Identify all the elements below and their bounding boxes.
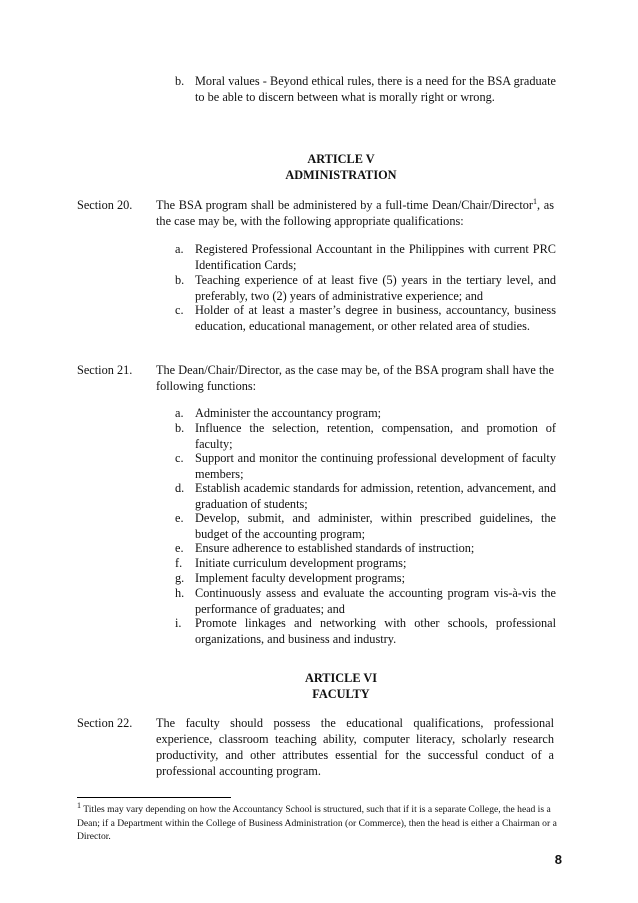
list-marker: b. [175, 273, 185, 287]
list-item-text: Initiate curriculum development programs; [195, 556, 407, 570]
list-marker: c. [175, 303, 184, 317]
list-item-text: Administer the accountancy program; [195, 406, 382, 420]
list-item-text: Teaching experience of at least five (5) years in the tertiary level, and preferably, two (2) years of administrative experience; and [195, 273, 556, 304]
article-subtitle: ADMINISTRATION [285, 168, 397, 182]
list-marker: a. [175, 242, 184, 256]
section-text [156, 197, 554, 229]
article-subtitle: FACULTY [312, 687, 370, 701]
footnote [77, 800, 557, 844]
section-label: Section 22. [77, 716, 133, 730]
list-item-text: Establish academic standards for admission, retention, advancement, and graduation of students; [195, 481, 556, 512]
list-item-text: Ensure adherence to established standards of instruction; [195, 541, 475, 555]
list-item-text: Holder of at least a master’s degree in business, accountancy, business education, educational management, or other related area of studies. [195, 303, 556, 334]
footnote-text: Titles may vary depending on how the Accountancy School is structured, such that if it is a separate College, the head is a Dean; if a Department within the College of Business Administration (or Commerce), then the head is either a Chairman or a Director. [77, 804, 557, 842]
footnote-marker: 1 [77, 800, 81, 810]
list-marker: g. [175, 571, 185, 585]
list-marker: f. [175, 556, 183, 570]
page-number: 8 [554, 852, 562, 867]
list-marker: e. [175, 541, 184, 555]
list-item-text: Implement faculty development programs; [195, 571, 406, 585]
list-marker: d. [175, 481, 185, 495]
section-text-part: The BSA program shall be administered by a full-time Dean/Chair/Director [156, 198, 534, 212]
article-title: ARTICLE V [307, 152, 375, 166]
section-label: Section 21. [77, 363, 133, 377]
list-item-text: Continuously assess and evaluate the accounting program vis-à-vis the performance of graduates; and [195, 586, 556, 617]
article-title: ARTICLE VI [304, 671, 378, 685]
list-item-text: Promote linkages and networking with other schools, professional organizations, and business and industry. [195, 616, 556, 647]
section-label: Section 20. [77, 198, 133, 212]
section-text: The faculty should possess the educational qualifications, professional experience, classroom teaching ability, computer literacy, scholarly research productivity, and other attributes essential for the successful conduct of a professional accounting program. [156, 716, 554, 779]
list-marker: b. [175, 74, 185, 88]
footnote-divider [77, 797, 231, 798]
list-item-text: Support and monitor the continuing professional development of faculty members; [195, 451, 556, 482]
list-marker: i. [175, 616, 182, 630]
section-text-part: , as the case may be, with the following appropriate qualifications: [156, 198, 554, 229]
list-marker: h. [175, 586, 185, 600]
list-item-text: Moral values - Beyond ethical rules, there is a need for the BSA graduate to be able to discern between what is morally right or wrong. [195, 74, 556, 105]
footnote-reference: 1 [533, 196, 538, 206]
section-text: The Dean/Chair/Director, as the case may be, of the BSA program shall have the following functions: [156, 363, 554, 394]
list-marker: e. [175, 511, 184, 525]
list-item-text: Influence the selection, retention, compensation, and promotion of faculty; [195, 421, 556, 452]
list-marker: b. [175, 421, 185, 435]
list-item-text: Registered Professional Accountant in the Philippines with current PRC Identification Cards; [195, 242, 556, 273]
list-marker: c. [175, 451, 184, 465]
list-marker: a. [175, 406, 184, 420]
list-item-text: Develop, submit, and administer, within prescribed guidelines, the budget of the accounting program; [195, 511, 556, 542]
intro-list-item [175, 73, 556, 123]
